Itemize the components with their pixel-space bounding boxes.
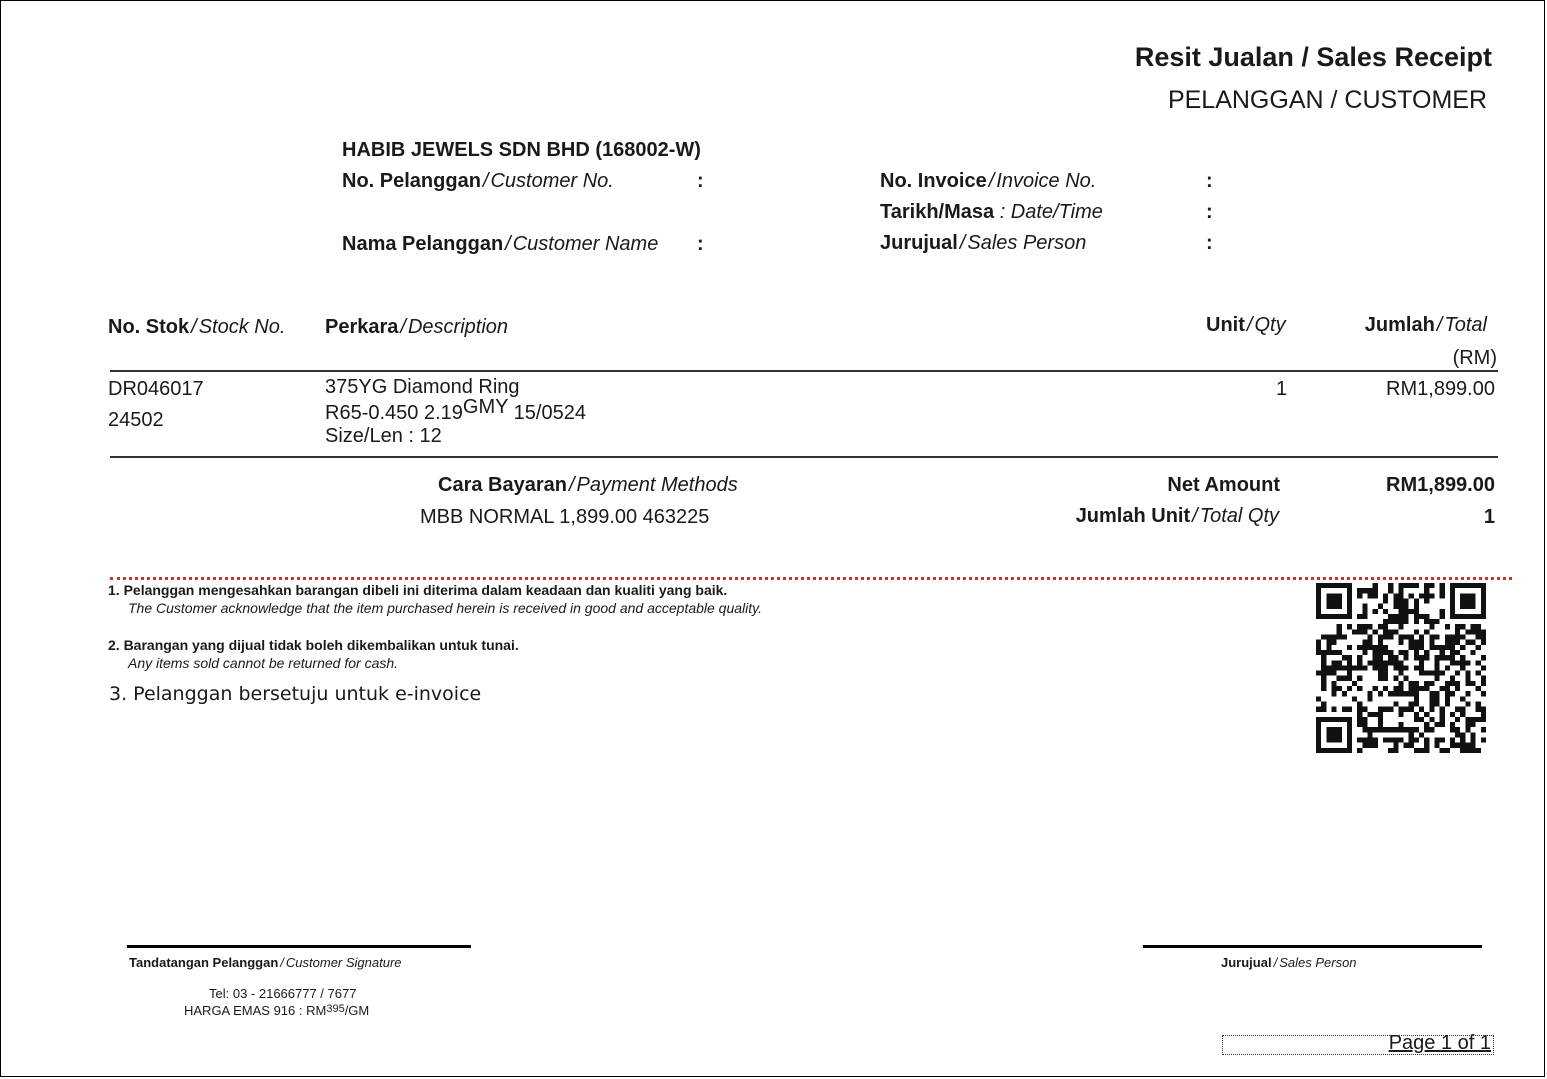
invoice-no-label-ms: No. Invoice: [880, 170, 987, 192]
header-total-ms: Jumlah: [1364, 314, 1435, 336]
salesperson-label: Jurujual / Sales Person: [880, 232, 1087, 254]
row-desc-line1: 375YG Diamond Ring: [325, 376, 520, 398]
header-description: Perkara / Description: [325, 316, 509, 338]
invoice-no-label-en: Invoice No.: [996, 170, 1097, 192]
copy-label: PELANGGAN / CUSTOMER: [1167, 86, 1487, 114]
header-qty: Unit / Qty: [1206, 314, 1286, 336]
header-stock-no: No. Stok / Stock No.: [108, 316, 286, 338]
row-stock-line1: DR046017: [108, 378, 204, 400]
header-total-currency: (RM): [1452, 347, 1497, 369]
header-description-ms: Perkara: [325, 316, 399, 338]
row-desc-line3: Size/Len : 12: [325, 425, 442, 447]
customer-no-label-en: Customer No.: [490, 170, 614, 192]
gold-price-value: 395: [326, 1003, 345, 1015]
customer-no-colon: :: [697, 170, 704, 192]
payment-method-label-ms: Cara Bayaran: [438, 474, 567, 496]
payment-method-label: Cara Bayaran / Payment Methods: [438, 474, 738, 496]
customer-no-label: No. Pelanggan / Customer No.: [342, 170, 614, 192]
table-bottom-rule: [110, 456, 1498, 458]
row-desc-unit: GMY: [462, 396, 509, 418]
invoice-no-label: No. Invoice / Invoice No.: [880, 170, 1097, 192]
invoice-no-colon: :: [1206, 170, 1213, 192]
qr-code-icon: [1314, 583, 1488, 753]
customer-signature-label: Tandatangan Pelanggan / Customer Signature: [129, 955, 402, 970]
row-stock-line2: 24502: [108, 409, 164, 431]
tear-line: [110, 577, 1512, 580]
receipt-title: Resit Jualan / Sales Receipt: [1134, 42, 1492, 72]
salesperson-signature-label-en: Sales Person: [1279, 955, 1357, 970]
header-stock-no-ms: No. Stok: [108, 316, 190, 338]
row-qty: 1: [1276, 378, 1288, 400]
net-amount-label: Net Amount: [1167, 474, 1280, 496]
telephone: Tel: 03 - 21666777 / 7677: [209, 986, 357, 1001]
date-time-label-en: : Date/Time: [999, 201, 1103, 223]
date-time-colon: :: [1206, 201, 1213, 223]
customer-signature-label-en: Customer Signature: [285, 955, 402, 970]
total-qty-label-en: Total Qty: [1199, 505, 1279, 527]
row-desc-weight: R65-0.450 2.19: [325, 402, 463, 424]
term-1-ms: 1. Pelanggan mengesahkan barangan dibeli ini diterima dalam keadaan dan kualiti yang baik.: [108, 582, 728, 598]
gold-price-label: HARGA EMAS 916 : RM: [184, 1003, 327, 1018]
company-name: HABIB JEWELS SDN BHD (168002-W): [342, 139, 701, 161]
page-number: Page 1 of 1: [1388, 1032, 1491, 1054]
net-amount-value: RM1,899.00: [1386, 474, 1495, 496]
term-2-en: Any items sold cannot be returned for cash.: [128, 655, 399, 671]
header-description-en: Description: [407, 316, 509, 338]
total-qty-label-ms: Jumlah Unit: [1075, 505, 1191, 527]
header-qty-en: Qty: [1254, 314, 1286, 336]
gold-price-unit: /GM: [344, 1003, 370, 1018]
header-total: Jumlah / Total: [1364, 314, 1487, 336]
gold-price: [184, 1003, 369, 1018]
date-time-label-ms: Tarikh/Masa: [880, 201, 995, 223]
salesperson-signature-label-ms: Jurujual: [1221, 955, 1272, 970]
term-2-ms: 2. Barangan yang dijual tidak boleh dikembalikan untuk tunai.: [108, 637, 519, 653]
header-stock-no-en: Stock No.: [198, 316, 286, 338]
salesperson-colon: :: [1206, 232, 1213, 254]
header-qty-ms: Unit: [1206, 314, 1245, 336]
payment-detail: MBB NORMAL 1,899.00 463225: [420, 506, 710, 528]
page-number-box: [1222, 1032, 1494, 1055]
salesperson-signature-label: Jurujual / Sales Person: [1221, 955, 1357, 970]
customer-signature-line: [127, 945, 471, 948]
table-header-rule: [110, 370, 1498, 372]
customer-signature-label-ms: Tandatangan Pelanggan: [129, 955, 279, 970]
total-qty-value: 1: [1483, 506, 1495, 528]
header-total-en: Total: [1444, 314, 1487, 336]
customer-name-label-en: Customer Name: [512, 233, 659, 255]
customer-name-label-ms: Nama Pelanggan: [342, 233, 504, 255]
customer-no-label-ms: No. Pelanggan: [342, 170, 481, 192]
total-qty-label: Jumlah Unit / Total Qty: [1075, 505, 1279, 527]
salesperson-label-ms: Jurujual: [880, 232, 958, 254]
payment-method-label-en: Payment Methods: [576, 474, 738, 496]
customer-name-colon: :: [697, 233, 704, 255]
row-desc-line2: [325, 396, 586, 425]
row-desc-code: 15/0524: [513, 402, 586, 424]
salesperson-label-en: Sales Person: [967, 232, 1087, 254]
term-3: 3. Pelanggan bersetuju untuk e-invoice: [109, 683, 482, 705]
term-1-en: The Customer acknowledge that the item purchased herein is received in good and acceptable quality.: [128, 600, 763, 616]
customer-name-label: Nama Pelanggan / Customer Name: [342, 233, 659, 255]
row-total: RM1,899.00: [1386, 378, 1495, 400]
salesperson-signature-line: [1143, 945, 1482, 948]
date-time-label: [880, 201, 1103, 224]
